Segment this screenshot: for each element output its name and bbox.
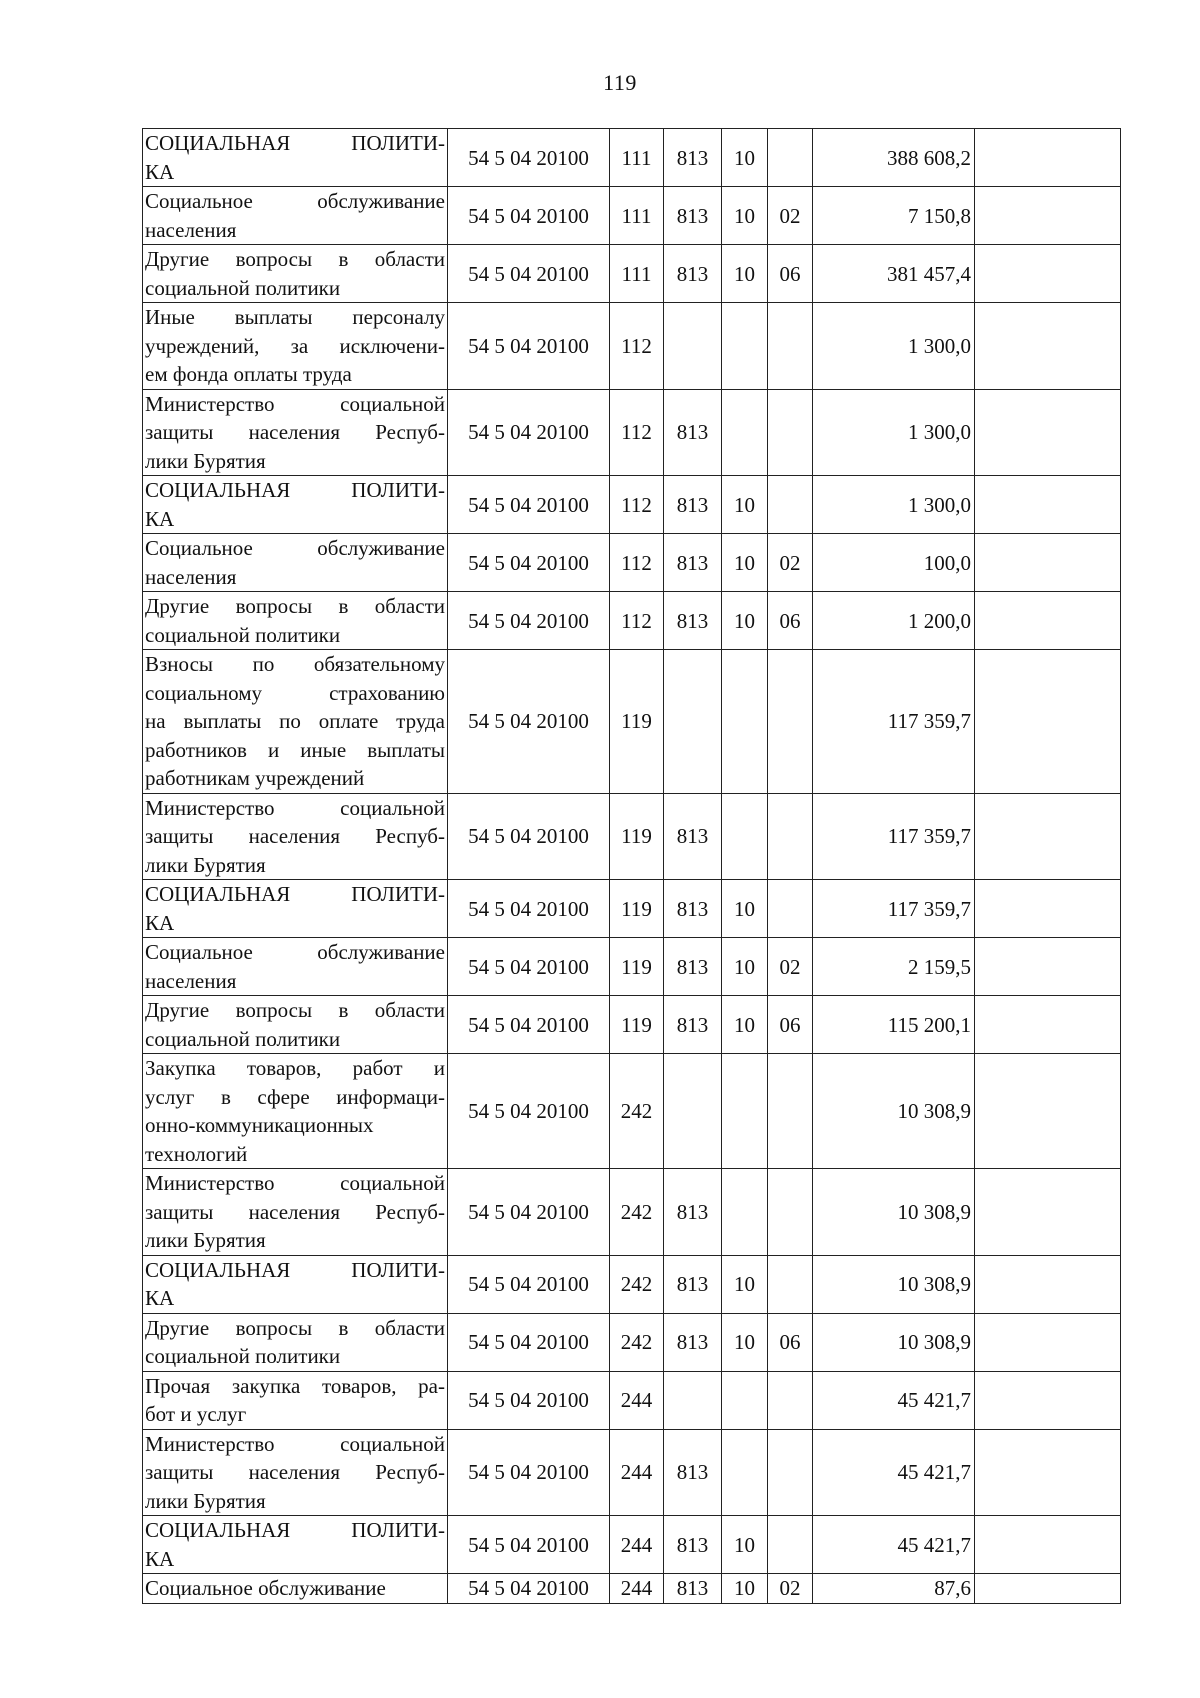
amount: 45 421,7 xyxy=(813,1429,975,1516)
ministry-code: 813 xyxy=(664,1313,722,1371)
amount: 87,6 xyxy=(813,1574,975,1604)
subsection-code xyxy=(768,793,813,880)
empty-cell xyxy=(975,389,1121,476)
subsection-code: 02 xyxy=(768,1574,813,1604)
ministry-code: 813 xyxy=(664,534,722,592)
section-code: 10 xyxy=(722,1516,768,1574)
section-code xyxy=(722,1054,768,1169)
expense-type: 112 xyxy=(610,534,664,592)
row-name-line: СОЦИАЛЬНАЯ ПОЛИТИ- xyxy=(145,1257,445,1282)
expense-type: 119 xyxy=(610,938,664,996)
row-name-line: Другие вопросы в области xyxy=(145,998,445,1022)
row-name xyxy=(143,1429,448,1516)
expense-type: 112 xyxy=(610,389,664,476)
row-name xyxy=(143,880,448,938)
row-name-line: Министерство социальной xyxy=(145,795,445,820)
empty-cell xyxy=(975,1313,1121,1371)
row-name-line: учреждений, за исключени- xyxy=(145,333,445,358)
row-name-line: Другие вопросы в области xyxy=(145,594,445,618)
ministry-code: 813 xyxy=(664,389,722,476)
subsection-code xyxy=(768,1516,813,1574)
ministry-code: 813 xyxy=(664,938,722,996)
row-name-line: КА xyxy=(145,506,175,531)
ministry-code: 813 xyxy=(664,1574,722,1604)
row-name-line: Другие вопросы в области xyxy=(145,1315,445,1340)
row-name xyxy=(143,476,448,534)
target-code: 54 5 04 20100 xyxy=(448,938,610,996)
empty-cell xyxy=(975,534,1121,592)
row-name-line: защиты населения Респуб- xyxy=(145,824,445,848)
row-name xyxy=(143,187,448,245)
row-name-line: защиты населения Респуб- xyxy=(145,1199,445,1224)
row-name xyxy=(143,1169,448,1256)
row-name xyxy=(143,996,448,1054)
empty-cell xyxy=(975,476,1121,534)
target-code: 54 5 04 20100 xyxy=(448,534,610,592)
page-number: 119 xyxy=(603,70,637,95)
row-name-line: КА xyxy=(145,1546,175,1571)
section-code: 10 xyxy=(722,476,768,534)
amount: 7 150,8 xyxy=(813,187,975,245)
subsection-code xyxy=(768,1429,813,1516)
ministry-code: 813 xyxy=(664,880,722,938)
section-code: 10 xyxy=(722,187,768,245)
row-name-line: социальной политики xyxy=(145,275,341,300)
ministry-code: 813 xyxy=(664,1429,722,1516)
row-name-line: населения xyxy=(145,217,237,242)
subsection-code: 06 xyxy=(768,592,813,650)
subsection-code: 06 xyxy=(768,1313,813,1371)
row-name xyxy=(143,389,448,476)
target-code: 54 5 04 20100 xyxy=(448,1313,610,1371)
ministry-code xyxy=(664,1371,722,1429)
subsection-code xyxy=(768,880,813,938)
subsection-code xyxy=(768,1371,813,1429)
empty-cell xyxy=(975,245,1121,303)
target-code: 54 5 04 20100 xyxy=(448,650,610,794)
target-code: 54 5 04 20100 xyxy=(448,793,610,880)
target-code: 54 5 04 20100 xyxy=(448,1429,610,1516)
target-code: 54 5 04 20100 xyxy=(448,592,610,650)
subsection-code: 02 xyxy=(768,534,813,592)
table-row xyxy=(143,1054,1121,1169)
table-row xyxy=(143,534,1121,592)
table-row xyxy=(143,389,1121,476)
row-name-line: Министерство социальной xyxy=(145,1431,445,1456)
expense-type: 244 xyxy=(610,1516,664,1574)
row-name-line: СОЦИАЛЬНАЯ ПОЛИТИ- xyxy=(145,1518,445,1542)
row-name xyxy=(143,129,448,187)
table-row xyxy=(143,187,1121,245)
table-row xyxy=(143,996,1121,1054)
section-code: 10 xyxy=(722,938,768,996)
row-name-line: работникам учреждений xyxy=(145,766,365,790)
expense-type: 242 xyxy=(610,1169,664,1256)
table-row xyxy=(143,650,1121,794)
subsection-code xyxy=(768,129,813,187)
expense-type: 244 xyxy=(610,1371,664,1429)
expense-type: 112 xyxy=(610,303,664,390)
target-code: 54 5 04 20100 xyxy=(448,1574,610,1604)
row-name-line: социальной политики xyxy=(145,1344,341,1368)
subsection-code: 02 xyxy=(768,938,813,996)
row-name-line: населения xyxy=(145,968,237,993)
amount: 1 300,0 xyxy=(813,389,975,476)
table-row xyxy=(143,880,1121,938)
expense-type: 112 xyxy=(610,476,664,534)
ministry-code: 813 xyxy=(664,129,722,187)
amount: 2 159,5 xyxy=(813,938,975,996)
target-code: 54 5 04 20100 xyxy=(448,1516,610,1574)
amount: 1 200,0 xyxy=(813,592,975,650)
row-name xyxy=(143,793,448,880)
amount: 117 359,7 xyxy=(813,650,975,794)
table-body xyxy=(143,129,1121,1604)
expense-type: 242 xyxy=(610,1255,664,1313)
amount: 1 300,0 xyxy=(813,476,975,534)
empty-cell xyxy=(975,592,1121,650)
row-name-line: технологий xyxy=(145,1141,248,1166)
row-name-line: населения xyxy=(145,564,237,589)
amount: 45 421,7 xyxy=(813,1371,975,1429)
empty-cell xyxy=(975,1429,1121,1516)
empty-cell xyxy=(975,996,1121,1054)
subsection-code xyxy=(768,476,813,534)
table-row xyxy=(143,1313,1121,1371)
target-code: 54 5 04 20100 xyxy=(448,880,610,938)
row-name-line: КА xyxy=(145,159,175,184)
expense-type: 119 xyxy=(610,996,664,1054)
table-row xyxy=(143,1574,1121,1604)
amount: 117 359,7 xyxy=(813,880,975,938)
expense-type: 111 xyxy=(610,245,664,303)
expense-type: 111 xyxy=(610,187,664,245)
section-code: 10 xyxy=(722,245,768,303)
table-row xyxy=(143,1169,1121,1256)
row-name xyxy=(143,1574,448,1604)
section-code xyxy=(722,1169,768,1256)
ministry-code: 813 xyxy=(664,1169,722,1256)
empty-cell xyxy=(975,1054,1121,1169)
row-name xyxy=(143,650,448,794)
row-name-line: Социальное обслуживание xyxy=(145,940,445,964)
section-code: 10 xyxy=(722,129,768,187)
section-code: 10 xyxy=(722,880,768,938)
empty-cell xyxy=(975,793,1121,880)
empty-cell xyxy=(975,187,1121,245)
ministry-code: 813 xyxy=(664,245,722,303)
empty-cell xyxy=(975,303,1121,390)
ministry-code xyxy=(664,303,722,390)
row-name-line: услуг в сфере информаци- xyxy=(145,1084,445,1109)
table-row xyxy=(143,129,1121,187)
row-name-line: СОЦИАЛЬНАЯ ПОЛИТИ- xyxy=(145,478,445,502)
ministry-code xyxy=(664,650,722,794)
subsection-code xyxy=(768,389,813,476)
row-name-line: КА xyxy=(145,910,175,935)
row-name-line: Министерство социальной xyxy=(145,391,445,416)
expense-type: 119 xyxy=(610,880,664,938)
target-code: 54 5 04 20100 xyxy=(448,1054,610,1169)
subsection-code: 02 xyxy=(768,187,813,245)
section-code xyxy=(722,1429,768,1516)
row-name xyxy=(143,592,448,650)
subsection-code xyxy=(768,303,813,390)
row-name xyxy=(143,303,448,390)
subsection-code: 06 xyxy=(768,996,813,1054)
target-code: 54 5 04 20100 xyxy=(448,1371,610,1429)
row-name-line: лики Бурятия xyxy=(145,1488,266,1513)
amount: 381 457,4 xyxy=(813,245,975,303)
empty-cell xyxy=(975,1371,1121,1429)
row-name-line: Другие вопросы в области xyxy=(145,247,445,271)
subsection-code: 06 xyxy=(768,245,813,303)
ministry-code: 813 xyxy=(664,793,722,880)
target-code: 54 5 04 20100 xyxy=(448,245,610,303)
expense-type: 112 xyxy=(610,592,664,650)
amount: 100,0 xyxy=(813,534,975,592)
table-row xyxy=(143,245,1121,303)
table-row xyxy=(143,1255,1121,1313)
expense-type: 244 xyxy=(610,1429,664,1516)
subsection-code xyxy=(768,1169,813,1256)
target-code: 54 5 04 20100 xyxy=(448,389,610,476)
row-name xyxy=(143,1313,448,1371)
target-code: 54 5 04 20100 xyxy=(448,303,610,390)
row-name xyxy=(143,1054,448,1169)
row-name-line: Прочая закупка товаров, ра- xyxy=(145,1373,445,1398)
row-name-line: СОЦИАЛЬНАЯ ПОЛИТИ- xyxy=(145,131,445,155)
row-name xyxy=(143,1255,448,1313)
row-name-line: Закупка товаров, работ и xyxy=(145,1056,445,1080)
subsection-code xyxy=(768,1054,813,1169)
amount: 10 308,9 xyxy=(813,1169,975,1256)
row-name-line: на выплаты по оплате труда xyxy=(145,709,445,733)
row-name-line: лики Бурятия xyxy=(145,1228,266,1252)
row-name xyxy=(143,534,448,592)
ministry-code: 813 xyxy=(664,592,722,650)
row-name-line: работников и иные выплаты xyxy=(145,737,445,762)
table-row xyxy=(143,303,1121,390)
budget-table xyxy=(142,128,1121,1604)
amount: 10 308,9 xyxy=(813,1054,975,1169)
empty-cell xyxy=(975,1255,1121,1313)
row-name-line: Министерство социальной xyxy=(145,1171,445,1195)
target-code: 54 5 04 20100 xyxy=(448,187,610,245)
empty-cell xyxy=(975,1516,1121,1574)
row-name-line: лики Бурятия xyxy=(145,448,266,473)
section-code xyxy=(722,303,768,390)
row-name-line: бот и услуг xyxy=(145,1402,247,1426)
target-code: 54 5 04 20100 xyxy=(448,996,610,1054)
row-name-line: СОЦИАЛЬНАЯ ПОЛИТИ- xyxy=(145,882,445,906)
expense-type: 111 xyxy=(610,129,664,187)
empty-cell xyxy=(975,880,1121,938)
table-row xyxy=(143,938,1121,996)
section-code xyxy=(722,389,768,476)
row-name-line: социальной политики xyxy=(145,622,341,647)
empty-cell xyxy=(975,1169,1121,1256)
amount: 1 300,0 xyxy=(813,303,975,390)
empty-cell xyxy=(975,1574,1121,1604)
ministry-code: 813 xyxy=(664,476,722,534)
expense-type: 119 xyxy=(610,793,664,880)
section-code xyxy=(722,650,768,794)
table-row xyxy=(143,476,1121,534)
target-code: 54 5 04 20100 xyxy=(448,1169,610,1256)
row-name xyxy=(143,938,448,996)
row-name xyxy=(143,1516,448,1574)
expense-type: 119 xyxy=(610,650,664,794)
section-code: 10 xyxy=(722,1313,768,1371)
row-name xyxy=(143,245,448,303)
row-name-line: Иные выплаты персоналу xyxy=(145,305,445,329)
row-name-line: КА xyxy=(145,1286,175,1310)
amount: 10 308,9 xyxy=(813,1313,975,1371)
row-name xyxy=(143,1371,448,1429)
amount: 10 308,9 xyxy=(813,1255,975,1313)
row-name-line: ем фонда оплаты труда xyxy=(145,362,352,386)
row-name-line: Социальное обслуживание xyxy=(145,536,445,560)
amount: 115 200,1 xyxy=(813,996,975,1054)
ministry-code: 813 xyxy=(664,187,722,245)
section-code: 10 xyxy=(722,534,768,592)
ministry-code: 813 xyxy=(664,996,722,1054)
table-row xyxy=(143,1429,1121,1516)
empty-cell xyxy=(975,650,1121,794)
ministry-code xyxy=(664,1054,722,1169)
amount: 117 359,7 xyxy=(813,793,975,880)
row-name-line: лики Бурятия xyxy=(145,852,266,877)
amount: 388 608,2 xyxy=(813,129,975,187)
expense-type: 244 xyxy=(610,1574,664,1604)
target-code: 54 5 04 20100 xyxy=(448,476,610,534)
empty-cell xyxy=(975,938,1121,996)
target-code: 54 5 04 20100 xyxy=(448,129,610,187)
amount: 45 421,7 xyxy=(813,1516,975,1574)
section-code: 10 xyxy=(722,1574,768,1604)
row-name-line: Социальное обслуживание xyxy=(145,189,445,213)
row-name-line: защиты населения Респуб- xyxy=(145,1460,445,1484)
section-code xyxy=(722,793,768,880)
ministry-code: 813 xyxy=(664,1516,722,1574)
section-code: 10 xyxy=(722,592,768,650)
subsection-code xyxy=(768,650,813,794)
section-code: 10 xyxy=(722,1255,768,1313)
expense-type: 242 xyxy=(610,1313,664,1371)
target-code: 54 5 04 20100 xyxy=(448,1255,610,1313)
empty-cell xyxy=(975,129,1121,187)
ministry-code: 813 xyxy=(664,1255,722,1313)
expense-type: 242 xyxy=(610,1054,664,1169)
row-name-line: социальному страхованию xyxy=(145,680,445,705)
section-code: 10 xyxy=(722,996,768,1054)
table-row xyxy=(143,1516,1121,1574)
row-name-line: онно-коммуникационных xyxy=(145,1113,374,1137)
table-row xyxy=(143,793,1121,880)
table-row xyxy=(143,592,1121,650)
subsection-code xyxy=(768,1255,813,1313)
section-code xyxy=(722,1371,768,1429)
row-name-line: Социальное обслуживание xyxy=(145,1576,386,1600)
row-name-line: социальной политики xyxy=(145,1026,341,1051)
row-name-line: Взносы по обязательному xyxy=(145,652,445,676)
row-name-line: защиты населения Респуб- xyxy=(145,420,445,444)
table-row xyxy=(143,1371,1121,1429)
